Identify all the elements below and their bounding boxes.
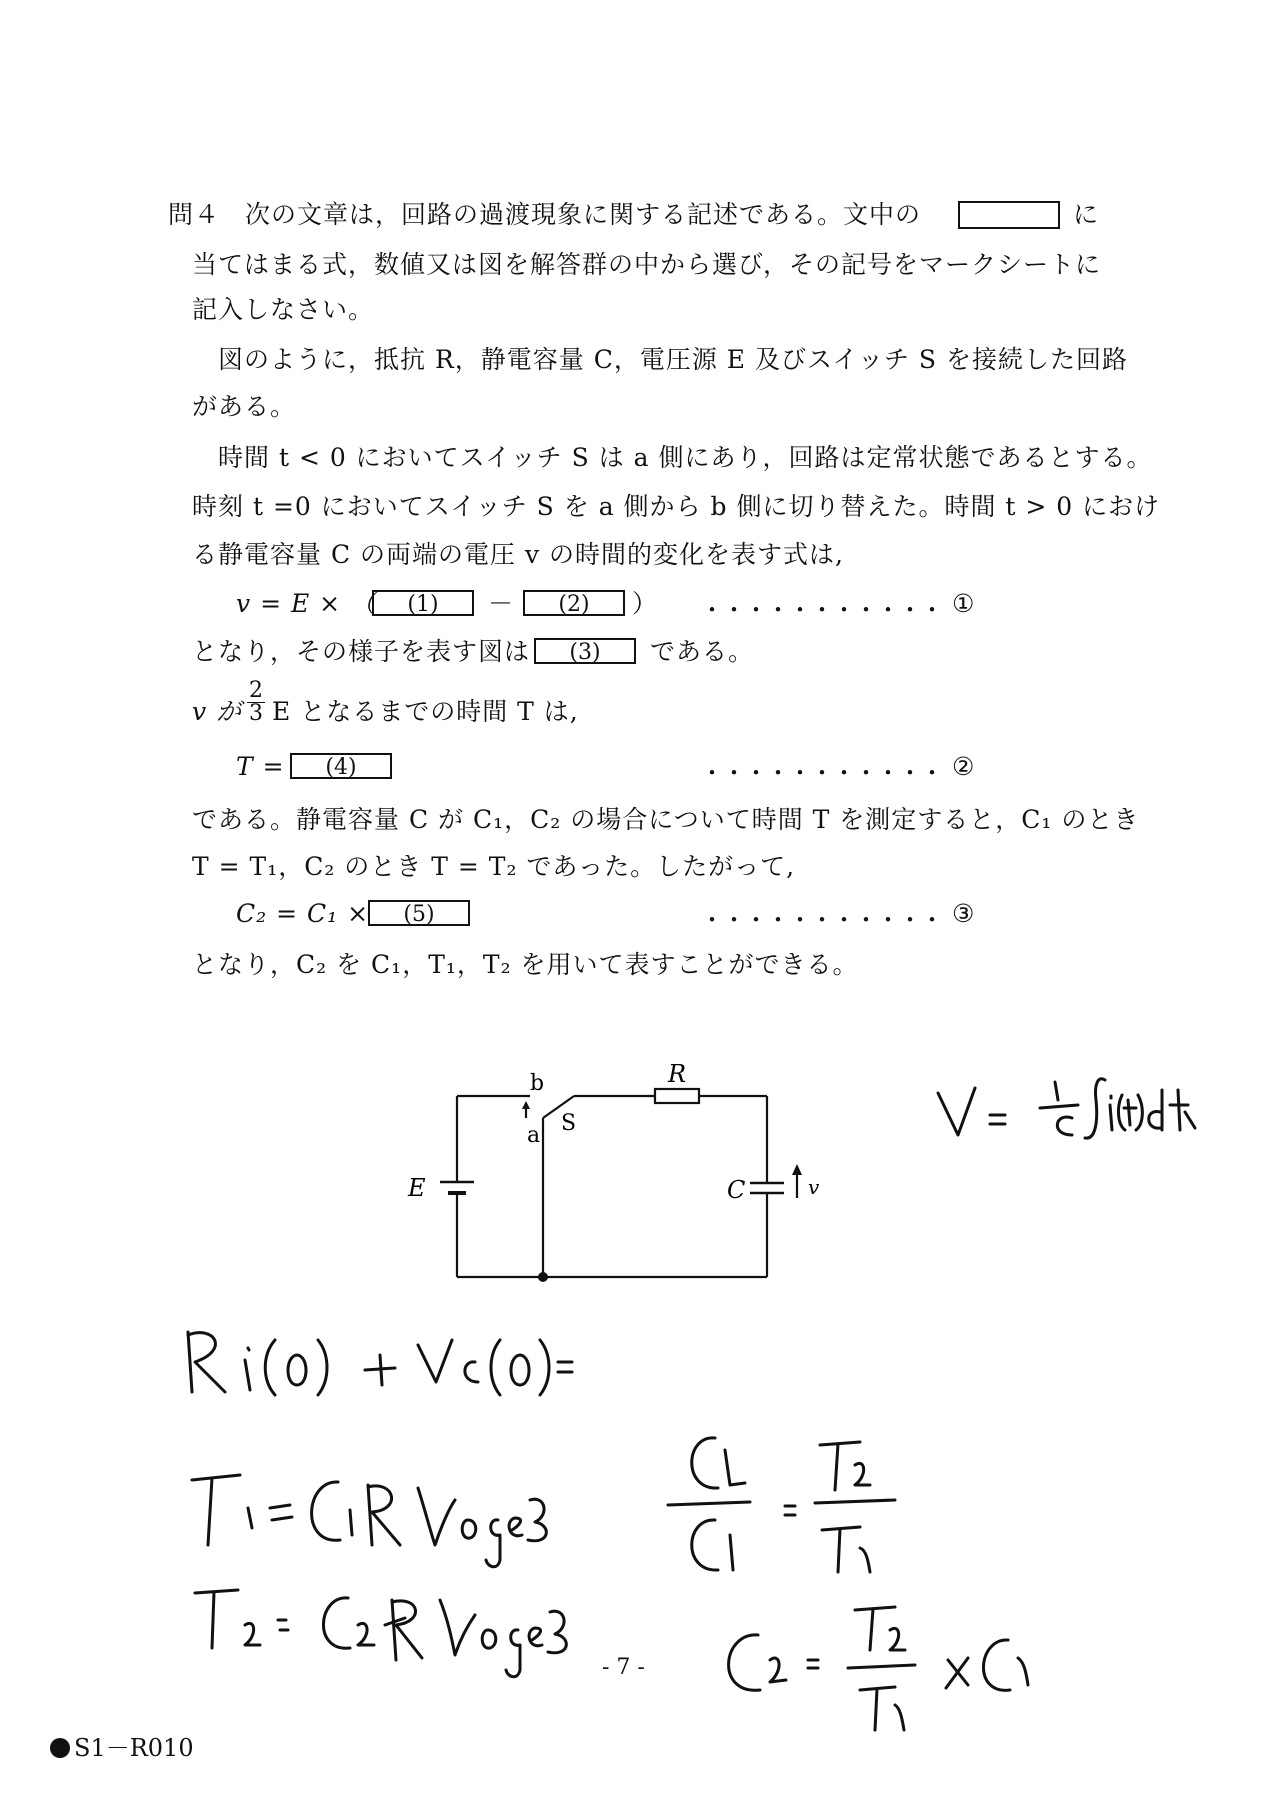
eq1-dots: ･･･････････ <box>706 596 948 624</box>
paragraph2-line1: 時間 t < 0 においてスイッチ S は a 側にあり，回路は定常状態であるとする。 <box>218 443 1153 472</box>
intro-line2: 当てはまる式，数値又は図を解答群の中から選び，その記号をマークシートに <box>192 250 1102 279</box>
capacitance-line2: T = T₁，C₂ のとき T = T₂ であった。したがって, <box>192 852 796 881</box>
note-c2-text <box>720 1740 728 1741</box>
page-number: - 7 - <box>602 1655 645 1680</box>
eq2-dots: ･･･････････ <box>706 759 948 787</box>
eq2-lhs: T = <box>236 752 285 781</box>
blank-5: (5) <box>368 900 470 926</box>
eq1-lhs: v = E × （ <box>236 589 377 618</box>
label-r: R <box>668 1060 687 1088</box>
note-t2-text <box>190 1665 197 1666</box>
problem-number: 問４ <box>168 200 221 229</box>
filled-circle-icon <box>50 1738 70 1758</box>
figure-ref-end: である。 <box>650 637 755 666</box>
footer-code: S1－R010 <box>50 1728 194 1763</box>
note-v-text <box>930 1150 938 1151</box>
figure-ref-text: となり，その様子を表す図は <box>192 637 531 666</box>
v-reach-text-end: E となるまでの時間 T は, <box>272 697 579 726</box>
label-a: a <box>527 1123 541 1148</box>
label-c: C <box>727 1176 746 1204</box>
intro-line1-end: に <box>1073 200 1100 229</box>
v-reach-text: v が <box>192 697 243 726</box>
blank-2: (2) <box>523 590 625 616</box>
eq2-mark: ② <box>952 752 976 781</box>
blank-1: (1) <box>372 590 474 616</box>
note-ri-text <box>190 1400 198 1401</box>
intro-line3: 記入しなさい。 <box>192 295 375 324</box>
paragraph2-line3: る静電容量 C の両端の電圧 v の時間的変化を表す式は, <box>192 540 844 569</box>
note-t1-text <box>190 1555 197 1556</box>
paragraph1-line2: がある。 <box>192 392 297 421</box>
eq1-mark: ① <box>952 589 976 618</box>
final-line: となり，C₂ を C₁，T₁，T₂ を用いて表すことができる。 <box>192 950 859 979</box>
intro-line1: 次の文章は，回路の過渡現象に関する記述である。文中の <box>245 200 922 229</box>
blank-4: (4) <box>290 753 392 779</box>
eq3-mark: ③ <box>952 899 976 928</box>
paragraph2-line2: 時刻 t =0 においてスイッチ S を a 側から b 側に切り替えた。時間 t > 0 におけ <box>192 492 1161 521</box>
label-v: v <box>808 1175 820 1199</box>
blank-3: (3) <box>534 638 636 664</box>
label-s: S <box>561 1111 577 1136</box>
eq3-lhs: C₂ = C₁ × <box>236 899 370 928</box>
capacitance-line1: である。静電容量 C が C₁，C₂ の場合について時間 T を測定すると，C₁ のとき <box>192 805 1140 834</box>
eq1-minus: － <box>488 589 515 618</box>
note-c2-equation <box>729 1607 1028 1730</box>
note-t2-equation <box>195 1590 566 1677</box>
label-e: E <box>408 1174 426 1202</box>
paragraph1-line1: 図のように，抵抗 R，静電容量 C，電圧源 E 及びスイッチ S を接続した回路 <box>218 345 1129 374</box>
note-t1-equation <box>192 1475 546 1567</box>
note-ratio-equation <box>668 1438 895 1572</box>
fraction-two-thirds: $\frac{2}{3}$ <box>249 678 263 726</box>
eq3-dots: ･･･････････ <box>706 906 948 934</box>
label-b: b <box>530 1071 545 1096</box>
note-ratio-text <box>670 1580 677 1581</box>
note-ri-equation <box>188 1332 572 1395</box>
note-v-equation <box>938 1079 1195 1138</box>
eq1-rparen: ） <box>632 589 659 618</box>
